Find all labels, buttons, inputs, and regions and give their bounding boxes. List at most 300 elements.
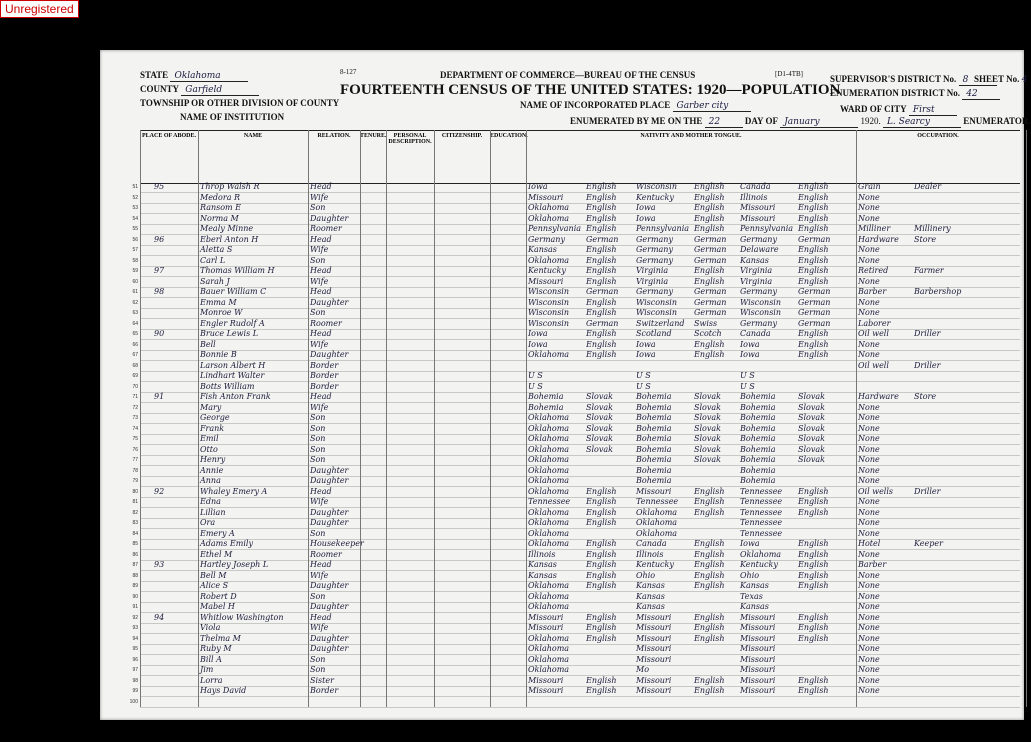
table-row (132, 192, 1020, 204)
cell-relation: Roomer (310, 318, 342, 328)
column-rule (308, 130, 309, 707)
cell-ln: 66 (132, 341, 138, 348)
cell-name: Fish Anton Frank (200, 392, 271, 401)
cell-dwelling: 91 (154, 392, 165, 401)
cell-dwelling (154, 298, 174, 308)
cell-ln: 63 (132, 310, 138, 316)
cell-mother-birthplace: Bohemia (740, 434, 776, 443)
cell-ln: 99 (132, 688, 138, 694)
form-code-2: [D1-4TB] (775, 70, 803, 78)
cell-name: Henry (200, 455, 226, 464)
cell-dwelling: 93 (154, 560, 165, 569)
cell-father-birthplace: Tennessee (636, 497, 679, 506)
cell-mother-birthplace: Illinois (740, 192, 768, 202)
township-field: TOWNSHIP OR OTHER DIVISION OF COUNTY (140, 98, 340, 108)
cell-name: Bell (200, 339, 216, 349)
cell-relation: Son (310, 255, 326, 265)
table-row (132, 528, 1020, 540)
cell-mother-tongue: English (798, 507, 829, 517)
table-row (132, 507, 1020, 519)
cell-father-birthplace: Germany (636, 255, 673, 265)
cell-name: Alice S (200, 581, 229, 590)
cell-tongue: Slovak (586, 392, 613, 401)
cell-tongue: English (586, 245, 617, 254)
cell-name: Carl L (200, 255, 226, 265)
cell-father-birthplace: Wisconsin (636, 182, 678, 191)
cell-mother-birthplace: Bohemia (740, 455, 776, 464)
group-citizenship: CITIZENSHIP. (434, 131, 491, 183)
cell-industry (914, 613, 970, 623)
cell-mother-birthplace: Germany (740, 234, 777, 244)
census-rows (129, 182, 1020, 707)
table-row (132, 276, 1020, 288)
census-sheet (100, 50, 1031, 720)
cell-father-birthplace: Bohemia (636, 434, 672, 443)
cell-relation: Wife (310, 497, 329, 506)
table-row (132, 182, 1020, 193)
cell-mother-birthplace: Bohemia (740, 476, 776, 485)
column-rule (1026, 130, 1027, 707)
table-row (132, 381, 1020, 393)
cell-mother-tongue (798, 529, 844, 539)
cell-birthplace: Oklahoma (528, 455, 570, 464)
cell-mother-birthplace: Iowa (740, 539, 760, 548)
cell-name: Monroe W (200, 308, 243, 317)
cell-mother-tongue (798, 518, 844, 528)
cell-tongue: Slovak (586, 402, 613, 412)
cell-father-tongue: English (694, 570, 725, 580)
cell-mother-tongue: English (798, 686, 829, 695)
cell-mother-birthplace: Kentucky (740, 560, 778, 569)
cell-dwelling (154, 581, 174, 591)
cell-tongue: English (586, 224, 617, 233)
cell-dwelling (154, 497, 174, 507)
cell-relation: Son (310, 665, 326, 674)
column-rule (140, 130, 141, 707)
cell-mother-birthplace: Bohemia (740, 392, 776, 401)
cell-name: Mabel H (200, 602, 235, 611)
cell-mother-birthplace: Iowa (740, 339, 760, 349)
cell-ln: 57 (132, 247, 138, 253)
cell-occupation: None (858, 476, 880, 485)
cell-ln: 52 (132, 194, 138, 201)
cell-ln: 100 (129, 698, 138, 705)
cell-industry (914, 245, 970, 255)
cell-industry (914, 644, 970, 654)
cell-industry (914, 466, 970, 476)
cell-birthplace: Kentucky (528, 266, 566, 275)
cell-name: Hartley Joseph L (200, 560, 269, 569)
cell-tongue: English (586, 560, 617, 569)
cell-dwelling (154, 434, 174, 444)
cell-occupation: None (858, 402, 880, 412)
cell-industry (914, 476, 970, 486)
cell-occupation: None (858, 654, 880, 664)
cell-father-tongue: English (694, 350, 725, 359)
cell-mother-tongue (798, 382, 844, 392)
cell-birthplace: Oklahoma (528, 591, 570, 601)
cell-name: Eberl Anton H (200, 234, 259, 244)
cell-dwelling (154, 193, 174, 203)
cell-ln: 58 (132, 257, 138, 264)
cell-father-tongue (694, 602, 734, 612)
cell-relation: Wife (310, 402, 329, 412)
cell-industry (914, 581, 970, 591)
cell-ln: 83 (132, 520, 138, 526)
cell-mother-tongue: English (798, 224, 829, 233)
cell-relation: Head (310, 287, 332, 296)
cell-ln: 74 (132, 425, 138, 432)
cell-name: Ora (200, 518, 216, 527)
cell-father-birthplace: Bohemia (636, 423, 672, 433)
group-nativity: NATIVITY AND MOTHER TONGUE. (526, 131, 857, 183)
cell-occupation: None (858, 549, 880, 559)
group-relation: RELATION. (308, 131, 361, 183)
cell-father-birthplace: Oklahoma (636, 518, 678, 527)
cell-tongue: English (586, 192, 617, 202)
cell-tongue: English (586, 581, 617, 590)
cell-ln: 80 (132, 488, 138, 495)
cell-mother-birthplace: Germany (740, 318, 777, 328)
cell-relation: Head (310, 486, 332, 496)
cell-ln: 55 (132, 226, 138, 232)
cell-ln: 73 (132, 415, 138, 421)
cell-dwelling (154, 476, 174, 486)
table-row (132, 602, 1020, 613)
cell-occupation: Oil well (858, 360, 889, 370)
table-row (132, 402, 1020, 414)
cell-occupation: None (858, 276, 880, 286)
cell-mother-tongue (798, 361, 844, 371)
cell-mother-birthplace: Texas (740, 591, 763, 601)
cell-father-tongue: English (694, 203, 725, 212)
cell-dwelling (154, 676, 174, 686)
cell-industry (914, 508, 970, 518)
group-abode: PLACE OF ABODE. (140, 131, 199, 183)
cell-industry (914, 424, 970, 434)
department-title: DEPARTMENT OF COMMERCE—BUREAU OF THE CENSUS (440, 70, 696, 80)
cell-birthplace: Iowa (528, 329, 548, 338)
cell-mother-tongue (798, 371, 844, 381)
cell-industry (914, 445, 970, 455)
cell-occupation: None (858, 455, 880, 464)
cell-industry: Millinery (914, 224, 951, 233)
cell-tongue: German (586, 318, 619, 328)
cell-father-tongue (694, 371, 734, 381)
cell-mother-birthplace: Ohio (740, 570, 760, 580)
cell-mother-birthplace: Missouri (740, 665, 776, 674)
cell-industry: Dealer (914, 182, 942, 191)
cell-ln: 79 (132, 478, 138, 484)
cell-ln: 92 (132, 614, 138, 621)
cell-tongue (586, 602, 630, 612)
cell-occupation: None (858, 434, 880, 443)
cell-father-tongue: English (694, 497, 725, 506)
cell-ln: 93 (132, 625, 138, 631)
cell-mother-birthplace: Missouri (740, 686, 776, 695)
cell-father-birthplace: Canada (636, 539, 667, 548)
cell-occupation: Hardware (858, 234, 899, 244)
cell-ln: 68 (132, 362, 138, 369)
cell-relation: Daughter (310, 476, 349, 485)
cell-mother-birthplace: U S (740, 371, 755, 380)
cell-mother-tongue: English (798, 203, 829, 212)
cell-ln: 71 (132, 394, 138, 400)
cell-tongue: English (586, 549, 617, 559)
cell-father-birthplace: Missouri (636, 612, 672, 622)
table-row (132, 434, 1020, 445)
cell-father-tongue (694, 529, 734, 539)
cell-birthplace: Kansas (528, 570, 557, 580)
table-row (129, 697, 1020, 708)
cell-mother-tongue: English (798, 623, 829, 632)
cell-mother-tongue: English (798, 329, 829, 338)
cell-birthplace: Oklahoma (528, 644, 570, 653)
cell-dwelling (154, 319, 174, 329)
cell-ln: 95 (132, 646, 138, 652)
table-row (132, 623, 1020, 634)
cell-birthplace: Bohemia (528, 392, 564, 401)
cell-mother-birthplace: Missouri (740, 213, 776, 223)
column-rule (856, 130, 857, 707)
cell-ln: 98 (132, 677, 138, 684)
cell-dwelling (154, 455, 174, 465)
cell-dwelling (154, 371, 174, 381)
cell-father-birthplace: Kentucky (636, 192, 674, 202)
cell-dwelling: 97 (154, 266, 165, 275)
cell-mother-tongue: English (798, 182, 829, 191)
cell-birthplace: Oklahoma (528, 255, 570, 265)
cell-father-tongue (694, 382, 734, 392)
cell-father-tongue: English (694, 633, 725, 643)
cell-mother-birthplace: Missouri (740, 654, 776, 664)
cell-industry: Driller (914, 329, 941, 338)
cell-relation: Roomer (310, 224, 342, 233)
cell-industry: Store (914, 392, 937, 401)
cell-mother-birthplace: Missouri (740, 623, 776, 632)
cell-mother-tongue: German (798, 297, 831, 307)
cell-father-birthplace: Germany (636, 245, 673, 254)
cell-occupation: None (858, 581, 880, 590)
cell-relation: Daughter (310, 602, 349, 611)
cell-mother-tongue: Slovak (798, 434, 825, 443)
cell-father-birthplace: Iowa (636, 350, 656, 359)
cell-occupation: None (858, 423, 880, 433)
cell-relation: Wife (310, 276, 329, 286)
cell-ln: 65 (132, 331, 138, 337)
cell-relation: Head (310, 392, 332, 401)
cell-industry (914, 655, 970, 665)
cell-mother-tongue: German (798, 234, 831, 244)
cell-name: Bruce Lewis L (200, 329, 259, 338)
cell-dwelling (154, 256, 174, 266)
cell-mother-tongue: English (798, 276, 829, 286)
cell-father-birthplace: Mo (636, 665, 650, 674)
cell-mother-tongue: English (798, 266, 829, 275)
cell-industry (914, 529, 970, 539)
cell-occupation: Milliner (858, 224, 891, 233)
cell-dwelling: 92 (154, 486, 165, 496)
cell-birthplace: Oklahoma (528, 413, 570, 422)
cell-birthplace: Oklahoma (528, 581, 570, 590)
cell-ln: 64 (132, 320, 138, 327)
cell-birthplace: Missouri (528, 192, 564, 202)
cell-relation: Son (310, 434, 326, 443)
cell-father-birthplace: Bohemia (636, 455, 672, 464)
cell-father-tongue: German (694, 308, 727, 317)
cell-industry (914, 497, 970, 507)
table-row (132, 581, 1020, 592)
table-row (132, 455, 1020, 466)
cell-birthplace: Oklahoma (528, 539, 570, 548)
cell-relation: Head (310, 234, 332, 244)
cell-tongue: English (586, 623, 617, 632)
cell-industry (914, 193, 970, 203)
cell-tongue (586, 665, 630, 675)
cell-mother-tongue: Slovak (798, 392, 825, 401)
cell-dwelling (154, 382, 174, 392)
cell-mother-birthplace: Wisconsin (740, 297, 782, 307)
cell-father-birthplace: Illinois (636, 549, 664, 559)
cell-tongue: Slovak (586, 444, 613, 454)
table-row (132, 465, 1020, 477)
cell-birthplace: Oklahoma (528, 654, 570, 664)
cell-relation: Wife (310, 570, 329, 580)
cell-father-tongue: English (694, 339, 725, 349)
cell-name: Lillian (200, 507, 226, 517)
cell-name: Bell M (200, 570, 227, 580)
cell-industry (914, 434, 970, 444)
cell-birthplace: Missouri (528, 686, 564, 695)
cell-mother-tongue (798, 602, 844, 612)
table-row (132, 476, 1020, 487)
cell-occupation: None (858, 686, 880, 695)
cell-father-birthplace: Oklahoma (636, 528, 678, 538)
cell-relation: Daughter (310, 297, 349, 307)
table-row (132, 413, 1020, 424)
cell-tongue: English (586, 266, 617, 275)
cell-ln: 90 (132, 593, 138, 600)
cell-tongue (586, 476, 630, 486)
cell-mother-birthplace: Delaware (740, 245, 779, 254)
table-row (132, 665, 1020, 676)
cell-occupation: None (858, 308, 880, 317)
cell-father-tongue: English (694, 182, 725, 191)
cell-tongue (586, 644, 630, 654)
cell-industry (914, 686, 970, 696)
cell-mother-tongue: German (798, 318, 831, 328)
cell-relation: Roomer (310, 549, 342, 559)
cell-dwelling (154, 592, 174, 602)
cell-relation: Head (310, 182, 332, 191)
table-row (132, 360, 1020, 372)
table-row (132, 371, 1020, 382)
group-occupation: OCCUPATION. (917, 133, 959, 139)
cell-name: Frank (200, 423, 225, 433)
cell-name: Mealy Minne (200, 224, 254, 233)
cell-relation: Son (310, 444, 326, 454)
cell-industry: Driller (914, 360, 941, 370)
cell-dwelling: 96 (154, 234, 165, 244)
cell-tongue: Slovak (586, 413, 613, 422)
cell-occupation: Oil well (858, 329, 889, 338)
cell-industry (914, 571, 970, 581)
column-rule (490, 130, 491, 707)
cell-father-birthplace: Bohemia (636, 402, 672, 412)
cell-relation: Son (310, 591, 326, 601)
cell-mother-birthplace: Oklahoma (740, 549, 782, 559)
cell-father-tongue: English (694, 560, 725, 569)
cell-tongue: English (586, 633, 617, 643)
cell-occupation: None (858, 507, 880, 517)
table-row (132, 518, 1020, 529)
table-row (132, 654, 1020, 666)
cell-industry: Driller (914, 486, 941, 496)
table-row (132, 423, 1020, 435)
cell-father-tongue (694, 592, 734, 602)
cell-industry (914, 634, 970, 644)
cell-industry: Barbershop (914, 287, 962, 296)
cell-relation: Daughter (310, 581, 349, 590)
cell-name: Throp Walsh R (200, 182, 260, 191)
cell-relation: Housekeeper (310, 539, 364, 548)
cell-industry: Keeper (914, 539, 943, 548)
form-code: 8-127 (340, 68, 357, 76)
cell-father-tongue (694, 518, 734, 528)
cell-mother-birthplace: Missouri (740, 612, 776, 622)
table-row (132, 591, 1020, 603)
state-field: STATE Oklahoma (140, 70, 248, 82)
cell-name: Bill A (200, 654, 222, 664)
cell-relation: Son (310, 308, 326, 317)
cell-relation: Son (310, 423, 326, 433)
cell-relation: Daughter (310, 507, 349, 517)
table-row (132, 266, 1020, 277)
cell-industry (914, 340, 970, 350)
cell-dwelling (154, 665, 174, 675)
cell-industry (914, 592, 970, 602)
cell-mother-tongue (798, 466, 844, 476)
cell-dwelling: 94 (154, 612, 165, 622)
cell-name: Aletta S (200, 245, 233, 254)
cell-father-tongue (694, 655, 734, 665)
cell-birthplace: Pennsylvania (528, 224, 582, 233)
cell-birthplace: Missouri (528, 276, 564, 286)
cell-name: George (200, 413, 230, 422)
table-row (132, 539, 1020, 550)
cell-ln: 84 (132, 530, 138, 537)
table-row (132, 633, 1020, 645)
cell-relation: Daughter (310, 518, 349, 527)
cell-mother-birthplace: Germany (740, 287, 777, 296)
cell-birthplace: Bohemia (528, 402, 564, 412)
column-rule (434, 130, 435, 707)
cell-mother-tongue: English (798, 633, 829, 643)
cell-father-birthplace: Missouri (636, 623, 672, 632)
cell-dwelling (154, 403, 174, 413)
cell-tongue (586, 382, 630, 392)
cell-dwelling (154, 224, 174, 234)
cell-father-birthplace: Missouri (636, 633, 672, 643)
cell-mother-birthplace: U S (740, 381, 755, 391)
cell-mother-birthplace: Missouri (740, 675, 776, 685)
cell-name: Ransom E (200, 203, 242, 212)
cell-mother-tongue: English (798, 581, 829, 590)
cell-birthplace: Oklahoma (528, 507, 570, 517)
cell-father-tongue: English (694, 507, 725, 517)
cell-birthplace: Oklahoma (528, 602, 570, 611)
cell-dwelling: 95 (154, 182, 165, 191)
